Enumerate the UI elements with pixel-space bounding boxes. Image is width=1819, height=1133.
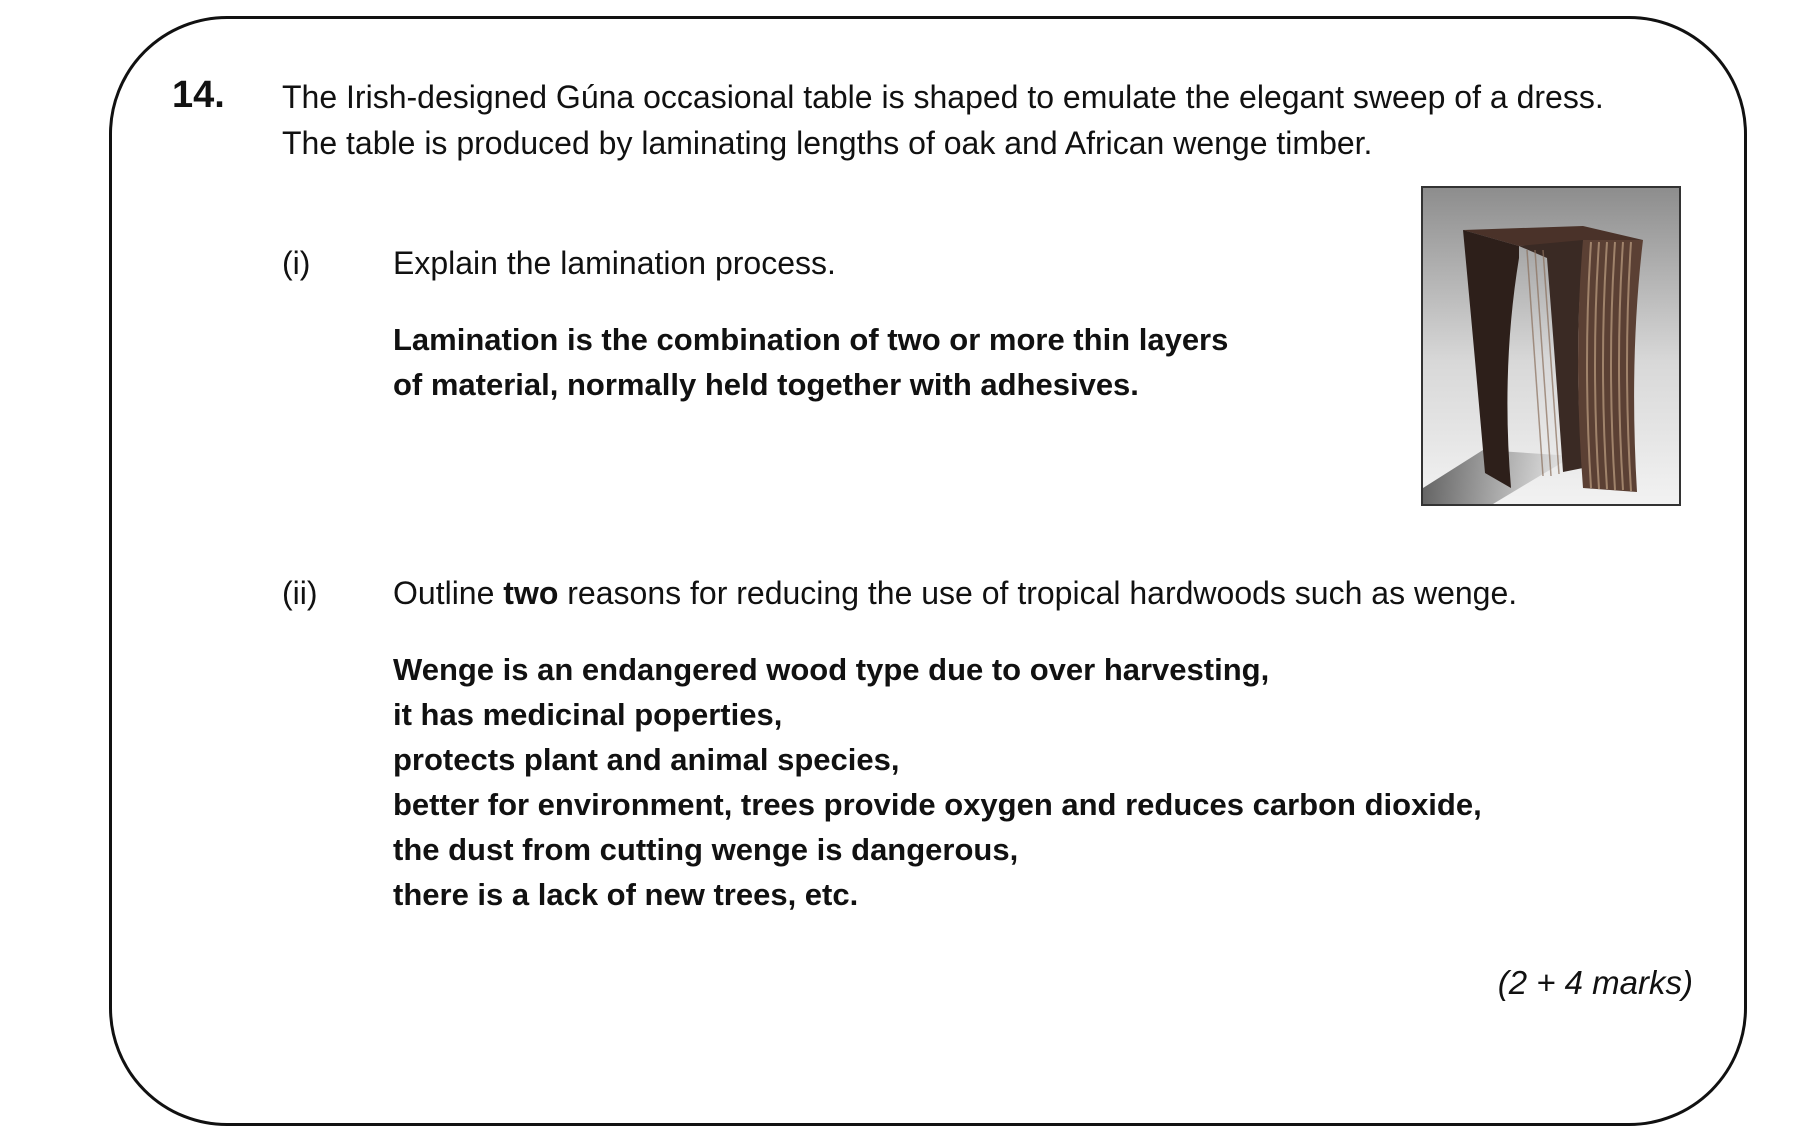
guna-table-photo — [1421, 186, 1681, 506]
part-i-label: (i) — [282, 245, 311, 281]
part-ii-answer-line-2: it has medicinal poperties, — [393, 697, 783, 732]
intro-line-2: The table is produced by laminating lengths of oak and African wenge timber. — [282, 125, 1373, 161]
intro-line-1: The Irish-designed Gúna occasional table is shaped to emulate the elegant sweep of a dress. — [282, 79, 1604, 115]
part-ii-label: (ii) — [282, 575, 318, 611]
part-ii-prompt-end: reasons for reducing the use of tropical hardwoods such as wenge. — [558, 575, 1518, 611]
part-ii-answer-line-5: the dust from cutting wenge is dangerous, — [393, 832, 1019, 867]
part-ii-prompt-emphasis: two — [503, 575, 559, 611]
part-ii-answer-line-6: there is a lack of new trees, etc. — [393, 877, 859, 912]
part-ii-answer-line-4: better for environment, trees provide oxygen and reduces carbon dioxide, — [393, 787, 1482, 822]
part-i-answer-line-1: Lamination is the combination of two or more thin layers — [393, 322, 1229, 357]
part-ii-prompt — [393, 570, 1517, 616]
part-ii-answer-line-1: Wenge is an endangered wood type due to over harvesting, — [393, 652, 1270, 687]
marks-allocation: (2 + 4 marks) — [1497, 964, 1693, 1001]
part-i-prompt: Explain the lamination process. — [393, 245, 836, 281]
guna-table-illustration — [1423, 188, 1679, 504]
part-ii-answer-line-3: protects plant and animal species, — [393, 742, 900, 777]
part-i-answer-line-2: of material, normally held together with adhesives. — [393, 367, 1139, 402]
part-ii-prompt-start: Outline — [393, 575, 504, 611]
question-number: 14. — [172, 74, 225, 116]
